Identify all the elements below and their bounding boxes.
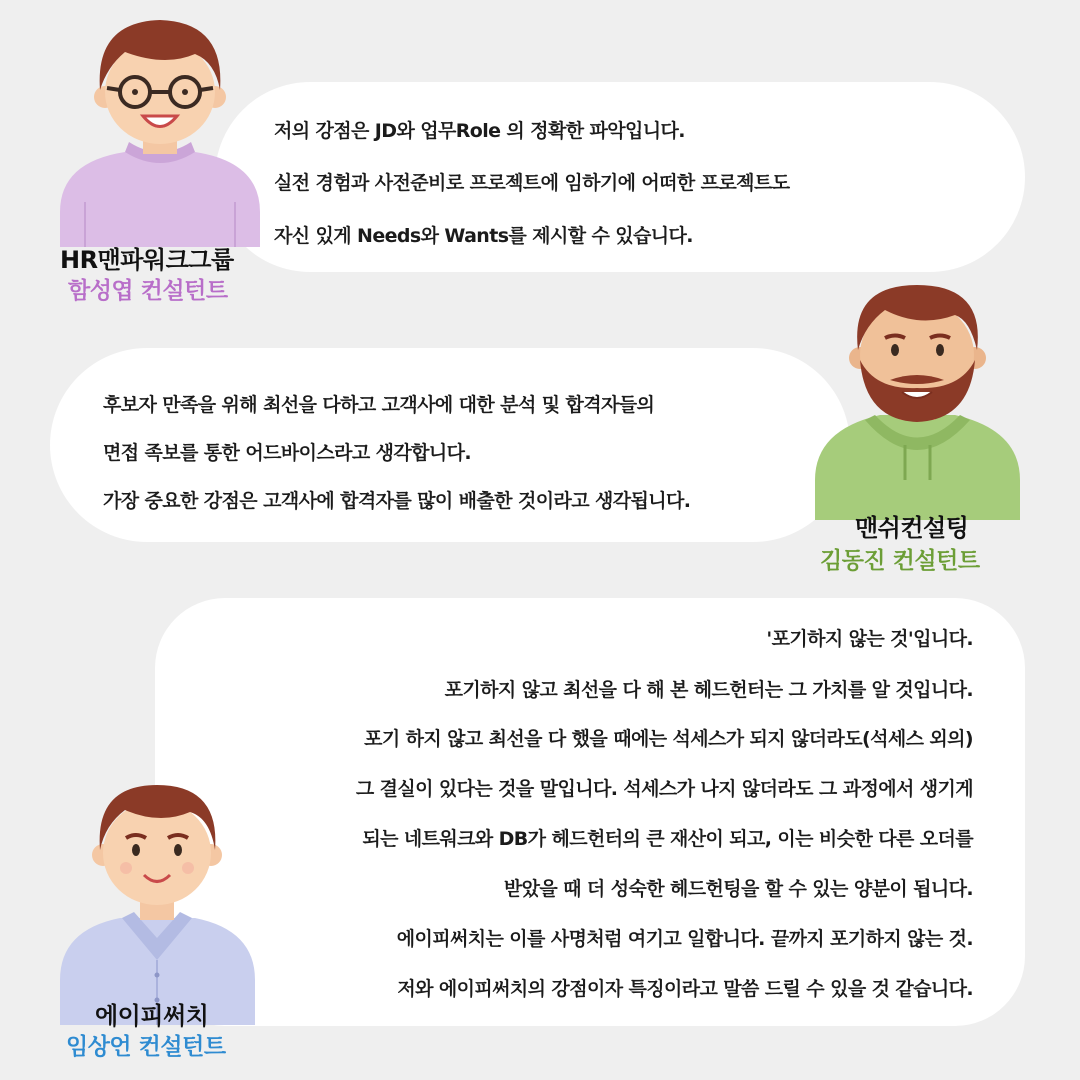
company-name-2: 맨쉬컨설팅 bbox=[855, 514, 969, 542]
man-in-shirt-avatar bbox=[60, 780, 255, 1025]
man-with-glasses-avatar bbox=[55, 12, 265, 247]
quote-text-2 bbox=[103, 378, 823, 528]
quote-text-3 bbox=[170, 622, 973, 1002]
quote-line: 포기하지 않고 최선을 다 해 본 헤드헌터는 그 가치를 알 것입니다. bbox=[444, 679, 973, 701]
quote-line: 저의 강점은 JD와 업무Role 의 정확한 파악입니다. bbox=[274, 120, 685, 142]
quote-line: '포기하지 않는 것'입니다. bbox=[766, 628, 973, 650]
quote-line: 자신 있게 Needs와 Wants를 제시할 수 있습니다. bbox=[274, 225, 693, 247]
quote-line: 받았을 때 더 성숙한 헤드헌팅을 할 수 있는 양분이 됩니다. bbox=[503, 878, 973, 900]
consultant-name-2: 김동진 컨설턴트 bbox=[820, 548, 980, 574]
quote-text-1 bbox=[274, 112, 1014, 262]
quote-line: 저와 에이피써치의 강점이자 특징이라고 말씀 드릴 수 있을 것 같습니다. bbox=[397, 978, 973, 1000]
quote-line: 후보자 만족을 위해 최선을 다하고 고객사에 대한 분석 및 합격자들의 bbox=[103, 394, 655, 416]
bearded-man-avatar bbox=[810, 280, 1025, 520]
quote-line: 되는 네트워크와 DB가 헤드헌터의 큰 재산이 되고, 이는 비슷한 다른 오더를 bbox=[362, 828, 973, 850]
quote-line: 가장 중요한 강점은 고객사에 합격자를 많이 배출한 것이라고 생각됩니다. bbox=[103, 490, 691, 512]
quote-line: 포기 하지 않고 최선을 다 했을 때에는 석세스가 되지 않더라도(석세스 외의) bbox=[364, 728, 973, 750]
quote-line: 에이피써치는 이를 사명처럼 여기고 일합니다. 끝까지 포기하지 않는 것. bbox=[396, 928, 973, 950]
quote-line: 실전 경험과 사전준비로 프로젝트에 임하기에 어떠한 프로젝트도 bbox=[274, 172, 790, 194]
consultant-name-3: 임상언 컨설턴트 bbox=[66, 1034, 226, 1060]
consultant-name-1: 함성엽 컨설턴트 bbox=[68, 278, 228, 304]
company-name-3: 에이피써치 bbox=[95, 1002, 209, 1030]
company-name-1: HR맨파워크그룹 bbox=[60, 246, 234, 274]
quote-line: 면접 족보를 통한 어드바이스라고 생각합니다. bbox=[103, 442, 472, 464]
quote-line: 그 결실이 있다는 것을 말입니다. 석세스가 나지 않더라도 그 과정에서 생기게 bbox=[355, 778, 973, 800]
